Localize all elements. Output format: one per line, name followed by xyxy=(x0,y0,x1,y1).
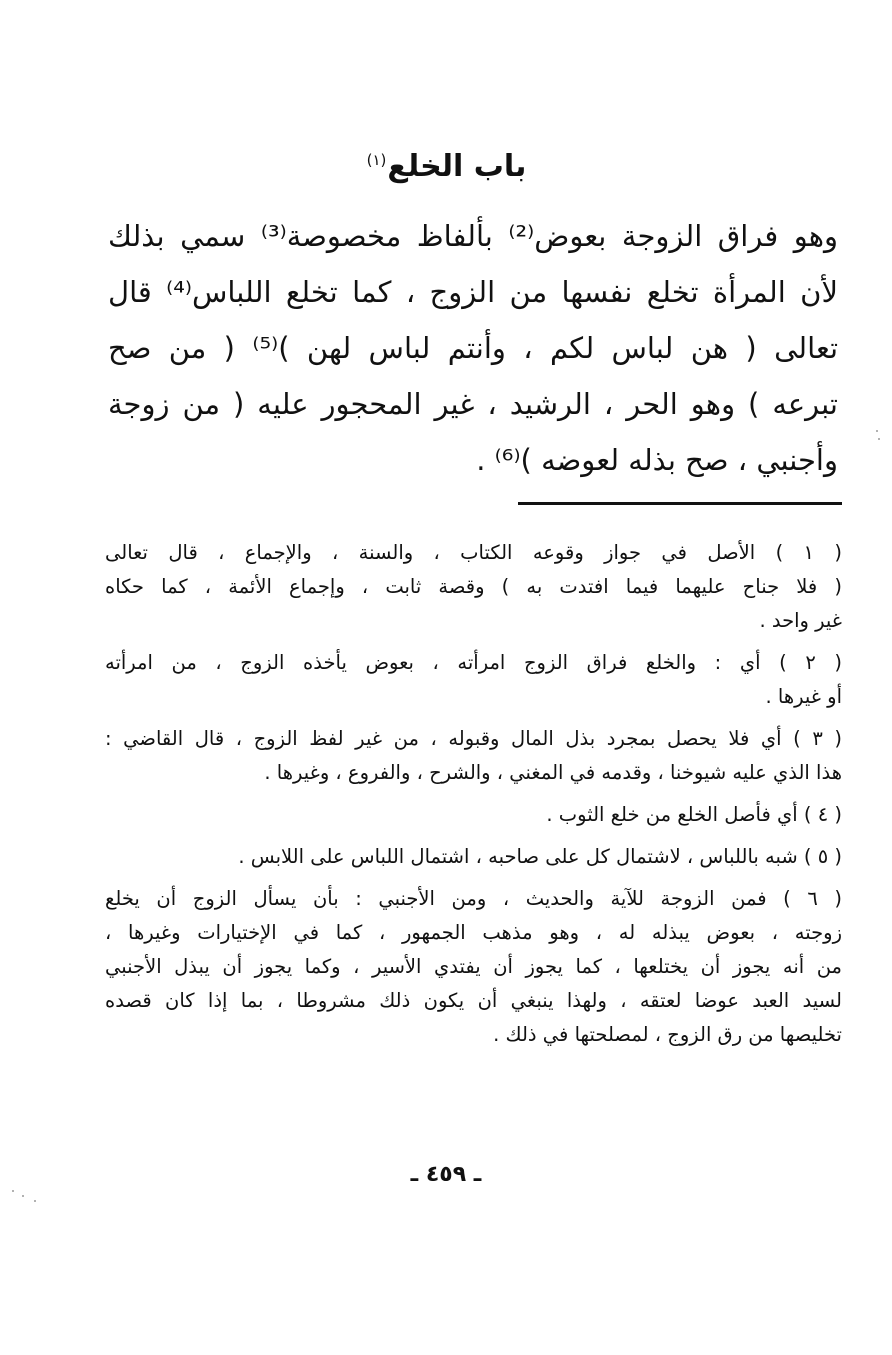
footnote-line: ( ١ ) الأصل في جواز وقوعه الكتاب ، والسنة ، والإجماع ، قال تعالى xyxy=(105,541,842,564)
footnote-line: من أنه يجوز أن يختلعها ، كما يجوز أن يفتدي الأسير ، وكما يجوز أن يبذل الأجنبي xyxy=(105,955,842,978)
footnote-4 xyxy=(105,798,842,832)
main-text-line: تبرعه ) وهو الحر ، الرشيد ، غير المحجور عليه ( من زوجة xyxy=(108,387,838,421)
footnote-line: أو غيرها . xyxy=(765,685,842,708)
footnote-line: هذا الذي عليه شيوخنا ، وقدمه في المغني ، والشرح ، والفروع ، وغيرها . xyxy=(264,761,842,784)
page-number: ـ ٤٥٩ ـ xyxy=(410,1162,482,1187)
scan-speck xyxy=(22,1195,24,1197)
footnote-line: زوجته ، بعوض يبذله له ، وهو مذهب الجمهور ، كما في الإختيارات وغيرها ، xyxy=(105,921,842,944)
footnote-line: ( فلا جناح عليهما فيما افتدت به ) وقصة ثابت ، وإجماع الأئمة ، كما حكاه xyxy=(105,575,842,598)
footnote-line: غير واحد . xyxy=(759,609,842,632)
main-text-line: تعالى ( هن لباس لكم ، وأنتم لباس لهن )⁽⁵⁾ ( من صح xyxy=(108,331,839,365)
footnote-1 xyxy=(105,536,842,638)
main-paragraph xyxy=(108,208,838,488)
scan-speck xyxy=(878,438,880,440)
main-text-line: وأجنبي ، صح بذله لعوضه )⁽⁶⁾ . xyxy=(476,443,838,477)
footnote-5 xyxy=(105,840,842,874)
footnote-line: ( ٥ ) شبه باللباس ، لاشتمال كل على صاحبه ، اشتمال اللباس على اللابس . xyxy=(238,845,842,868)
footnote-line: تخليصها من رق الزوج ، لمصلحتها في ذلك . xyxy=(493,1023,842,1046)
main-text-line: وهو فراق الزوجة بعوض⁽²⁾ بألفاظ مخصوصة⁽³⁾ سمي بذلك xyxy=(108,219,838,253)
footnote-line: لسيد العبد عوضا لعتقه ، ولهذا ينبغي أن يكون ذلك مشروطا ، بما إذا كان قصده xyxy=(105,989,842,1012)
footnote-line: ( ٤ ) أي فأصل الخلع من خلع الثوب . xyxy=(546,803,842,826)
main-text-line: لأن المرأة تخلع نفسها من الزوج ، كما تخلع اللباس⁽⁴⁾ قال xyxy=(108,275,838,309)
footnotes-section xyxy=(105,536,842,1060)
footnote-3 xyxy=(105,722,842,790)
footnote-line: ( ٢ ) أي : والخلع فراق الزوج امرأته ، بعوض يأخذه الزوج ، من امرأته xyxy=(105,651,842,674)
scan-speck xyxy=(34,1200,36,1202)
footnote-6 xyxy=(105,882,842,1052)
chapter-title-note-mark: (١) xyxy=(366,151,387,169)
chapter-title-text: باب الخلع xyxy=(387,149,527,184)
footnote-line: ( ٣ ) أي فلا يحصل بمجرد بذل المال وقبوله ، من غير لفظ الزوج ، قال القاضي : xyxy=(105,727,842,750)
scan-speck xyxy=(12,1190,14,1192)
scan-speck xyxy=(876,430,878,432)
footnote-2 xyxy=(105,646,842,714)
footnote-line: ( ٦ ) فمن الزوجة للآية والحديث ، ومن الأجنبي : بأن يسأل الزوج أن يخلع xyxy=(105,887,842,910)
footnote-separator xyxy=(518,502,842,505)
chapter-title xyxy=(0,140,892,187)
